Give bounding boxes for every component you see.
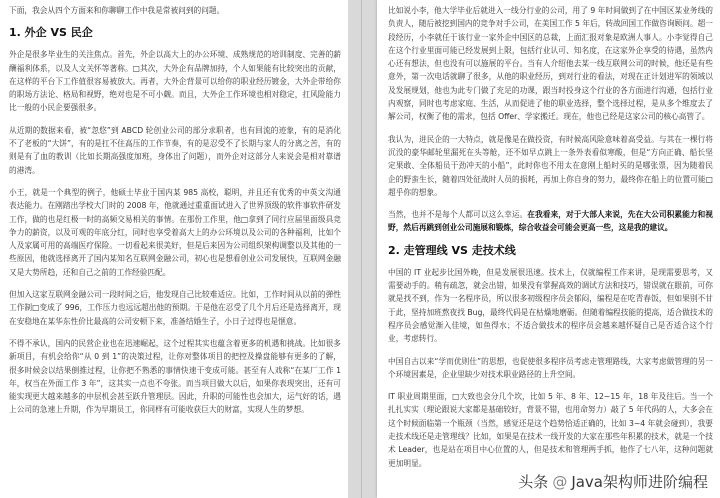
closing-paragraph	[388, 208, 713, 235]
body-paragraph: 中国的 IT 业起步比国外晚，但是发展很迅速。技术上，仅就编程工作来讲，是现需要思考，又需要动手的。稍有疏忽，就会出错，如果没有掌握高效的调试方法和技巧，错误就在眼前，可你就是找不到，作为一名程序员，所以很多初级程序员会郁闷，编程是在吃青春饭，但如果别不甘于此，坚持加班熬夜找 Bug，最终代码是在枯燥地磨砺。但随着编程技能的提高，适合做技术的程序员会感觉渐入佳境，如鱼得水；不适合做技术的程序员会越来越怀疑自己是否适合这个行业，考虑转行。	[388, 267, 713, 344]
intro-paragraph: 下面，我会从四个方面来和你聊聊工作中我是常被问到的问题。	[9, 6, 225, 15]
closing-bold-text: 在我看来，对于大部人来说，先在大公司积累能力和视野，然后再跳到创业公司施展和锻炼，综合收益会可能会更高一些，这是我的建议。	[388, 210, 713, 233]
body-paragraph: 我认为，进民企的一大特点，就是像是在做投资，有时候高风险意味着高受益。与其在一棵行将沉没的豪华邮轮里漏死在头等舱，还不如早点跳上一条外表看似寒酸，但是“方向正确、船长坚定果敢、全体船员干劲冲天的小船”，此时你也不用太在意刚上船时买的是哪张票，因为随着民企的野蛮生长，随着四处征战时人员的损耗，再加上你自身的努力，最终你在船上的位置可能□超乎你的想象。	[388, 134, 713, 197]
closing-plain-text: 当然，也并不是每个人都可以这么幸运。	[388, 210, 528, 220]
body-paragraph: 外企是很多毕业生的关注焦点。首先，外企以高大上的办公环境、成熟规范的培训制度、完善的薪酬福利体系，以及人文关怀等著称。□其次，大外企有品牌加持，个人如果能有比较突出的贡献，在这样的平台下工作值很容易被放大。再者，大外企背景可以给你的职业经历镀金，大外企带给你的职场方法论、格局和视野，绝对也是不可小觑。而且，大外企工作环境也相对稳定，扛风险能力比一般的小民企要强很多。	[9, 50, 341, 113]
section-heading: 1. 外企 VS 民企	[9, 26, 93, 40]
body-paragraph: 从近期的数据来看，被“忽悠”到 ABCD 轮创业公司的部分求职者，也有回流的迹象，有的是消化不了老板的“大饼”，有的是扛不住高压的工作节奏，有的是忍受不了长期与家人的分离之苦，有的则是有了血的教训（比如长期高强度加班，身体出了问题），而外企对这部分人来说会是相对靠谱的港湾。	[9, 125, 341, 175]
body-paragraph: 中国自古以来“学而优则仕”的思想，也促使很多程序员考虑走管理路线，大家考虑做管理的另一个环境因素是，企业里缺少对技术职业路径的上升空间。	[388, 356, 713, 379]
watermark-platform: 头条	[518, 473, 549, 491]
page-gutter	[348, 0, 377, 498]
body-paragraph: 小王，就是一个典型的例子，他硕士毕业于国内某 985 高校，聪明，并且还有优秀的中英文沟通表达能力。在刚踏出学校大门时的 2008 年，他就通过重重面试进入了世界顶级的软件事软件研发工作，做的也是红极一时的高频交易相关的事情。在那份工作里，他□拿到了同行应届里面级具竞争力的薪资，以及可观的年底分红，同时也享受着高大上的办公环境以及公司的各种福利，比如个人及家属可用的高端医疗保险。一切看起来很美好，但是后来因为公司组织架构调整以及其他的一些原因，他就选择离开了国内某知名互联网金融公司，初心也是想看创业公司发展快，互联网金融又是大势所趋，还和自己之前的工作经验匹配。	[9, 187, 341, 277]
watermark-separator: @	[552, 473, 568, 491]
page-left	[0, 0, 348, 498]
body-paragraph: 比如说小李，他大学毕业后就进入一线分行业的公司，用了 9 年时间做到了在中国区某业务线的负责人，随后被挖到国内的竞争对手公司，在美国工作 5 年后，转战回国工作做咨询顾问。超一段经历，小李就任于该行业一家外企中国区的总裁，上面汇报对象是欧洲人事人。小李觉得自己在这个行业里面可能已经发展到上限，包括行业认可、知名度，在这家外企享受的待遇，虽然内心还有想法，但也没有可以施展的平台。当有人介绍他去某一线互联网公司的时候，他还是有些意外，第一次电话就聊了很多，从他的职业经历，到对行业的看法，对现在正计划进军的领域以及发展规划，他也为此专门做了充足的功课，跟当时投身这个行业的各方面进行沟通，包括行业内观察，同时也考虑家庭、生活，从而促进了他的职业选择，整个选择过程，是从多个维度去了解公司，权衡了他的需求，包括 Offer、学家搬迁。现在，他也已经是这家公司的核心高管了。	[388, 6, 713, 122]
section-heading: 2. 走管理线 VS 走技术线	[388, 243, 516, 257]
body-paragraph: 但加入这家互联网金融公司一段时间之后，他发现自己比较难适应。比如，工作时间从以前的弹性工作制□变成了 996，工作压力也远远超出他的预期。于是他在忍受了几个月后还是选择离开，现在安稳地在某华东性价比最高的公司安顿下来，准备结婚生子，小日子过得也是惬意。	[9, 290, 341, 326]
watermark-account: Java架构师进阶编程	[571, 473, 708, 491]
body-paragraph: IT 职业周期里面，□大致也会分几个坎，比如 5 年、8 年、12~15 年，18 年及往后。当一个扎扎实实（理论跟说大家都是基础较好，背景不错，也用命努力）敲了 5 年代码的人，大多会在这个时候面临第一个瓶颈（当然，感觉还是这个趋势恰适正确的，比如 3~4 年就会碰到），我要走技术线还是走管理线？比如，如果是在技术一线开发的大家在那些年积累的技术，就是一个技术 Leader，也是站在项目中心位置的人，但是技术和管理两手抓，他作了七八年，这种问题就更加明显。	[388, 392, 713, 468]
page-right	[377, 0, 720, 498]
page-divider	[361, 0, 362, 498]
body-paragraph: 不得不承认，国内的民营企业也在迅速崛起，这个过程其实也蕴含着更多的机遇和挑战。比如很多新项目，有机会给你“从 0 到 1”的决策过程，让你对整体项目的把控及操盘能够有更多的了解，很多时候会以结果倒推过程，让你把不熟悉的事情快速干变成可能。甚至有人戏称“在某厂工作 1 年，权当在外面工作 3 年”，这其实一点也不夸张。而当项目做大以后，如果你表现突出，还有可能实现更大越来越多的中层机会甚至跃升管理层。因此，升职的可能性也会加大，运气好的话，遇上公司的急速上升期，作为早期员工，你同样有可能收获巨大的财富，实现人生的梦想。	[9, 338, 341, 415]
watermark	[514, 472, 712, 492]
